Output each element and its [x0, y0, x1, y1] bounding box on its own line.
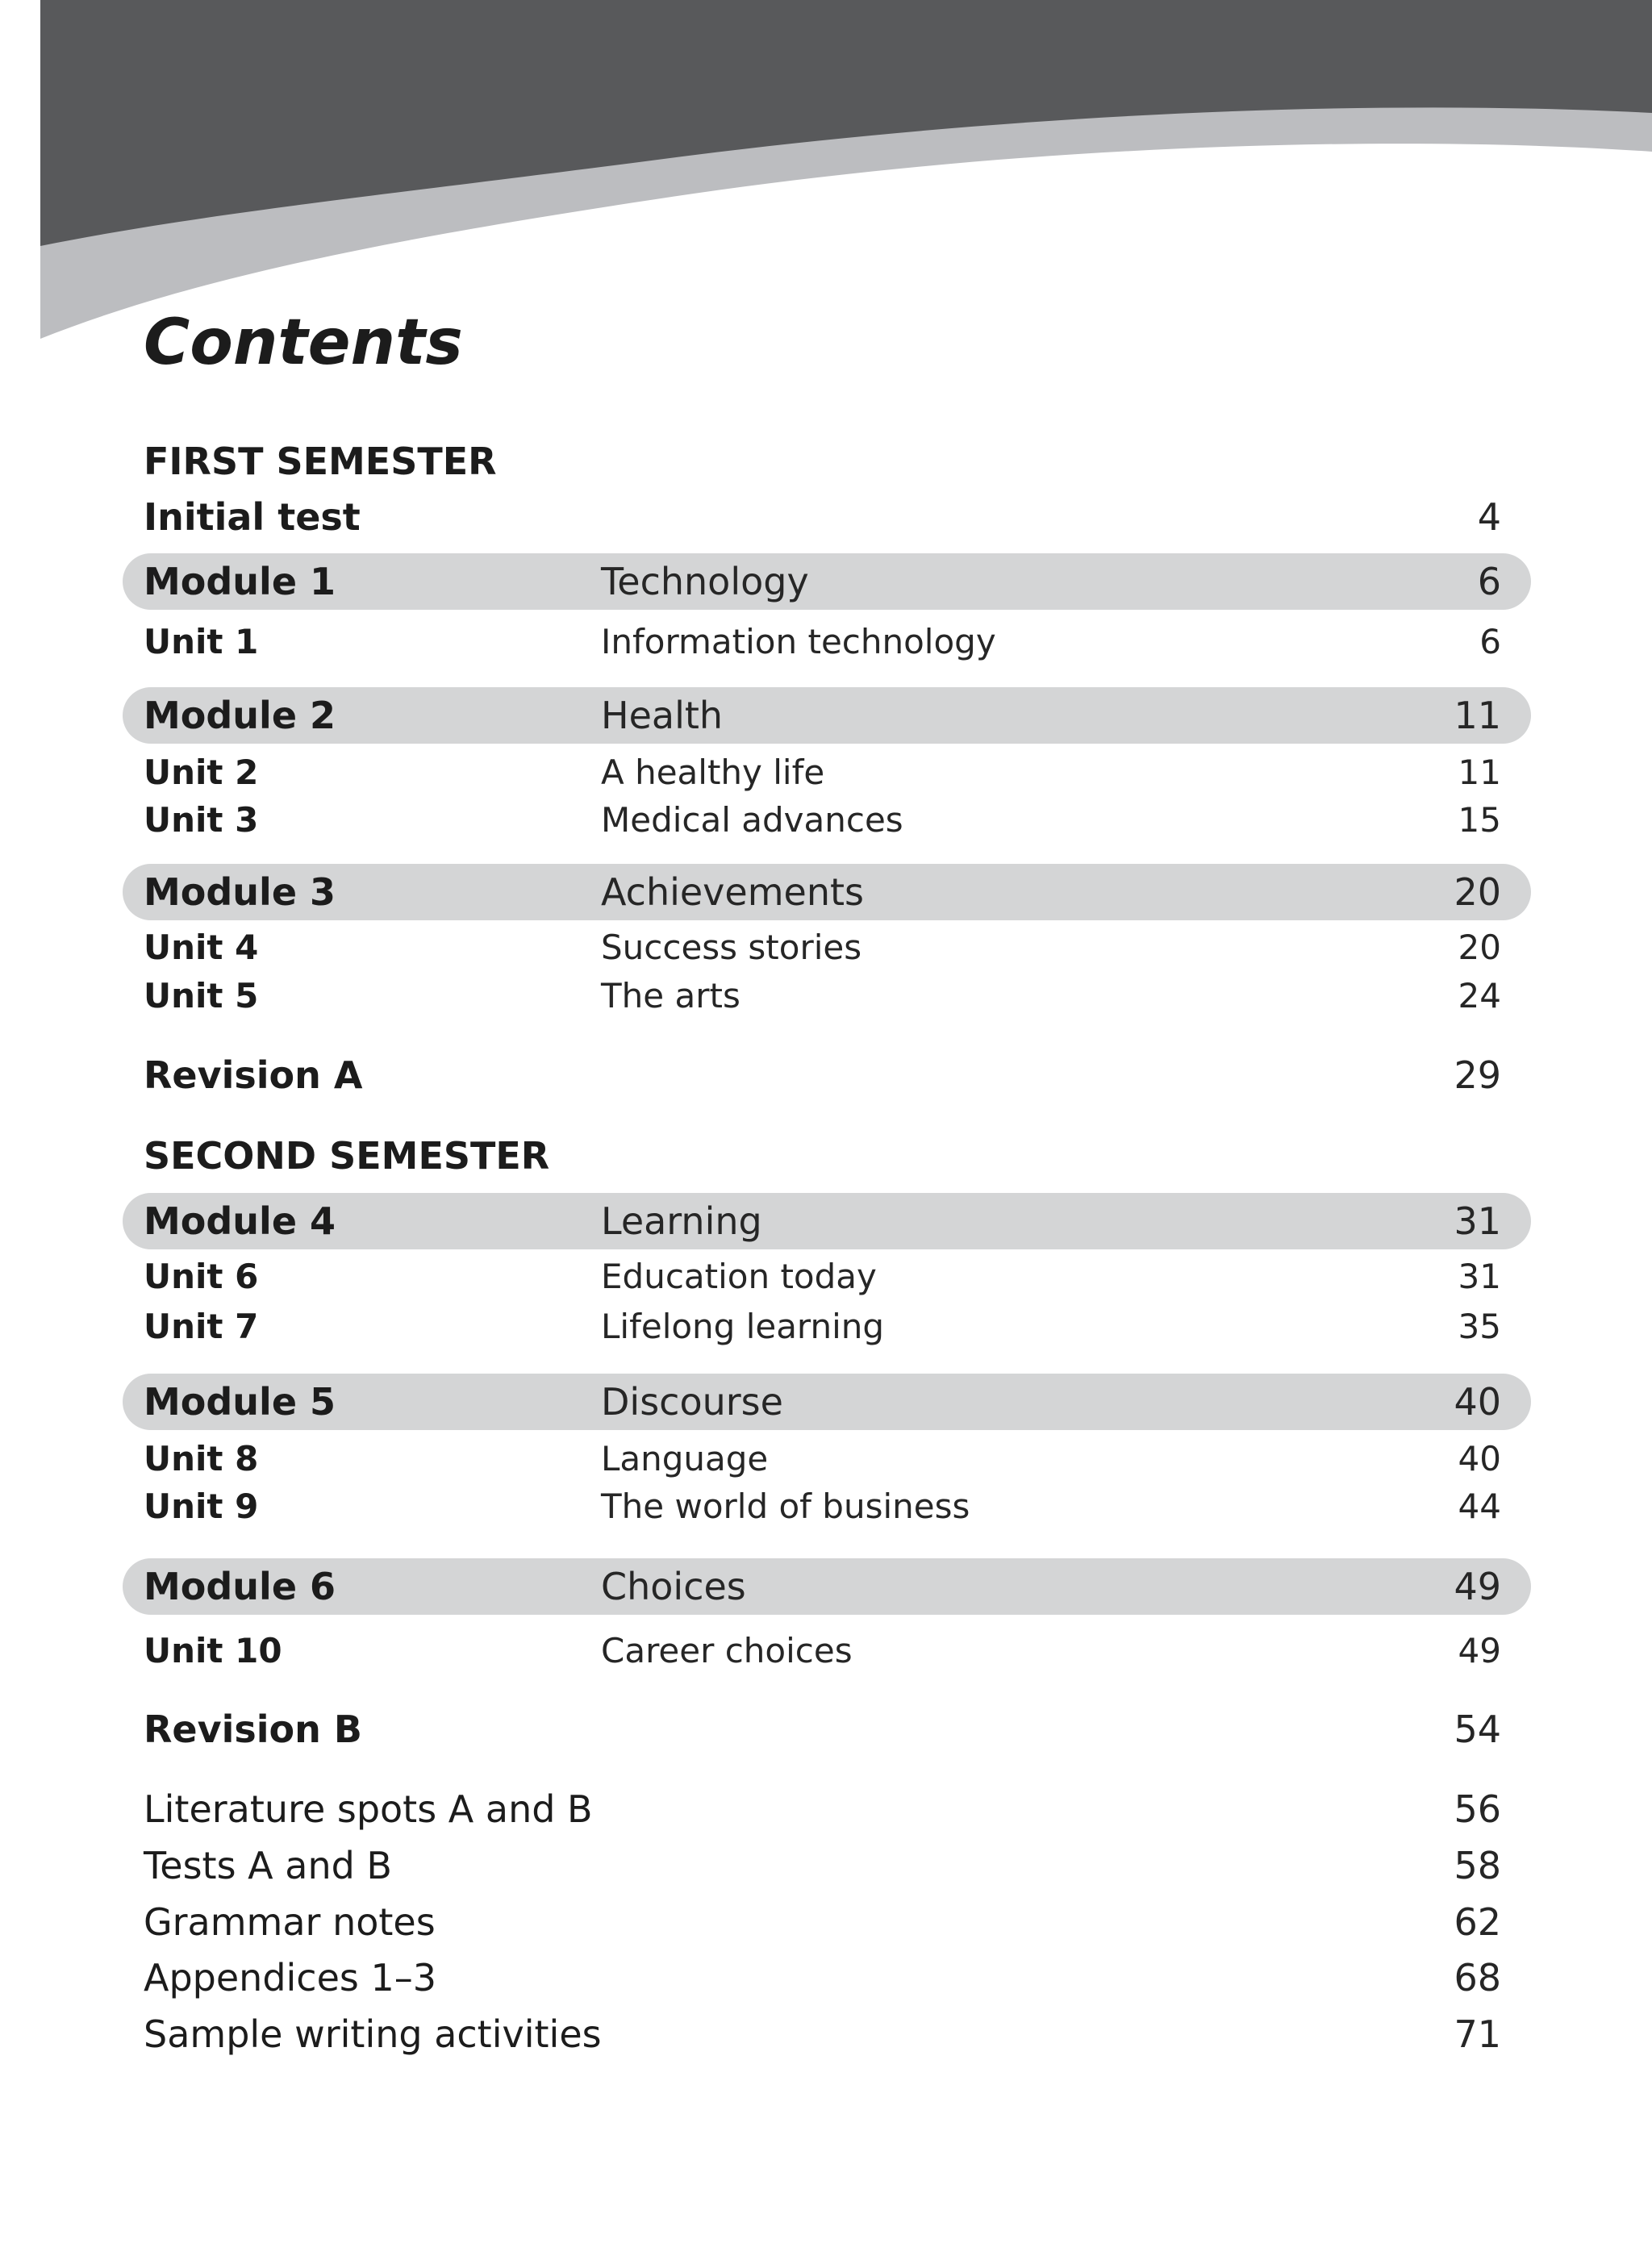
back-matter-page: 56: [1454, 1787, 1501, 1831]
unit-6-label: Unit 6: [144, 1257, 259, 1296]
unit-5-name: The arts: [601, 976, 740, 1015]
back-matter-row: [144, 1899, 1501, 1945]
revision-b-row: [144, 1707, 1501, 1752]
unit-1-page: 6: [1479, 622, 1501, 661]
module-4-label: Module 4: [144, 1199, 336, 1243]
module-3-label: Module 3: [144, 870, 336, 914]
unit-2-name: A healthy life: [601, 753, 825, 792]
back-matter-label: Sample writing activities: [144, 2012, 602, 2056]
unit-8-row: [144, 1437, 1501, 1482]
unit-7-label: Unit 7: [144, 1307, 259, 1346]
unit-8-page: 40: [1458, 1439, 1501, 1478]
module-5-row: [144, 1379, 1501, 1424]
back-matter-label: Literature spots A and B: [144, 1787, 593, 1831]
module-4-row: [144, 1199, 1501, 1244]
initial-test-page: 4: [1477, 495, 1501, 539]
unit-10-name: Career choices: [601, 1631, 853, 1670]
unit-3-name: Medical advances: [601, 800, 903, 840]
module-2-row: [144, 693, 1501, 738]
module-3-row: [144, 869, 1501, 915]
unit-9-row: [144, 1484, 1501, 1529]
back-matter-page: 71: [1454, 2012, 1501, 2056]
module-5-label: Module 5: [144, 1380, 336, 1424]
unit-4-name: Success stories: [601, 928, 862, 967]
revision-a-row: [144, 1053, 1501, 1098]
unit-5-page: 24: [1458, 976, 1501, 1015]
unit-4-page: 20: [1458, 928, 1501, 967]
module-4-name: Learning: [601, 1199, 762, 1243]
module-2-name: Health: [601, 694, 724, 737]
back-matter-row: [144, 1787, 1501, 1832]
back-matter-row: [144, 1843, 1501, 1888]
unit-9-name: The world of business: [601, 1487, 970, 1526]
unit-3-label: Unit 3: [144, 800, 259, 840]
back-matter-label: Grammar notes: [144, 1900, 436, 1944]
header-banner: [0, 0, 1652, 347]
back-matter-page: 58: [1454, 1844, 1501, 1887]
unit-5-row: [144, 974, 1501, 1019]
revision-a-page: 29: [1454, 1053, 1501, 1097]
unit-3-row: [144, 798, 1501, 843]
unit-2-page: 11: [1458, 753, 1501, 792]
module-6-name: Choices: [601, 1565, 746, 1608]
module-6-label: Module 6: [144, 1565, 336, 1608]
unit-8-label: Unit 8: [144, 1439, 259, 1478]
unit-3-page: 15: [1458, 800, 1501, 840]
first-semester-heading: FIRST SEMESTER: [144, 440, 497, 483]
unit-6-row: [144, 1254, 1501, 1299]
unit-1-row: [144, 619, 1501, 665]
module-1-page: 6: [1477, 560, 1501, 603]
unit-10-row: [144, 1628, 1501, 1674]
back-matter-row: [144, 1955, 1501, 2000]
unit-7-row: [144, 1304, 1501, 1349]
unit-1-name: Information technology: [601, 622, 996, 661]
back-matter-page: 68: [1454, 1956, 1501, 2000]
unit-10-label: Unit 10: [144, 1631, 282, 1670]
unit-2-row: [144, 750, 1501, 795]
module-4-page: 31: [1454, 1199, 1501, 1243]
module-1-label: Module 1: [144, 560, 336, 603]
unit-7-page: 35: [1458, 1307, 1501, 1346]
unit-4-label: Unit 4: [144, 928, 259, 967]
revision-b-label: Revision B: [144, 1708, 362, 1751]
unit-8-name: Language: [601, 1439, 769, 1478]
unit-2-label: Unit 2: [144, 753, 259, 792]
module-1-row: [144, 559, 1501, 604]
unit-1-label: Unit 1: [144, 622, 259, 661]
unit-7-name: Lifelong learning: [601, 1307, 885, 1346]
module-2-page: 11: [1454, 694, 1501, 737]
unit-9-page: 44: [1458, 1487, 1501, 1526]
back-matter-page: 62: [1454, 1900, 1501, 1944]
unit-5-label: Unit 5: [144, 976, 259, 1015]
unit-10-page: 49: [1458, 1631, 1501, 1670]
unit-4-row: [144, 925, 1501, 970]
module-3-name: Achievements: [601, 870, 864, 914]
revision-a-label: Revision A: [144, 1053, 363, 1097]
initial-test-label: Initial test: [144, 495, 361, 539]
revision-b-page: 54: [1454, 1708, 1501, 1751]
unit-6-name: Education today: [601, 1257, 877, 1296]
module-6-row: [144, 1564, 1501, 1609]
page-title: Contents: [144, 306, 463, 379]
unit-6-page: 31: [1458, 1257, 1501, 1296]
initial-test-row: [144, 494, 1501, 540]
back-matter-label: Appendices 1–3: [144, 1956, 437, 2000]
second-semester-heading: SECOND SEMESTER: [144, 1134, 550, 1178]
module-6-page: 49: [1454, 1565, 1501, 1608]
module-2-label: Module 2: [144, 694, 336, 737]
module-5-page: 40: [1454, 1380, 1501, 1424]
module-3-page: 20: [1454, 870, 1501, 914]
back-matter-label: Tests A and B: [144, 1844, 392, 1887]
module-5-name: Discourse: [601, 1380, 783, 1424]
module-1-name: Technology: [601, 560, 809, 603]
unit-9-label: Unit 9: [144, 1487, 259, 1526]
back-matter-row: [144, 2012, 1501, 2057]
